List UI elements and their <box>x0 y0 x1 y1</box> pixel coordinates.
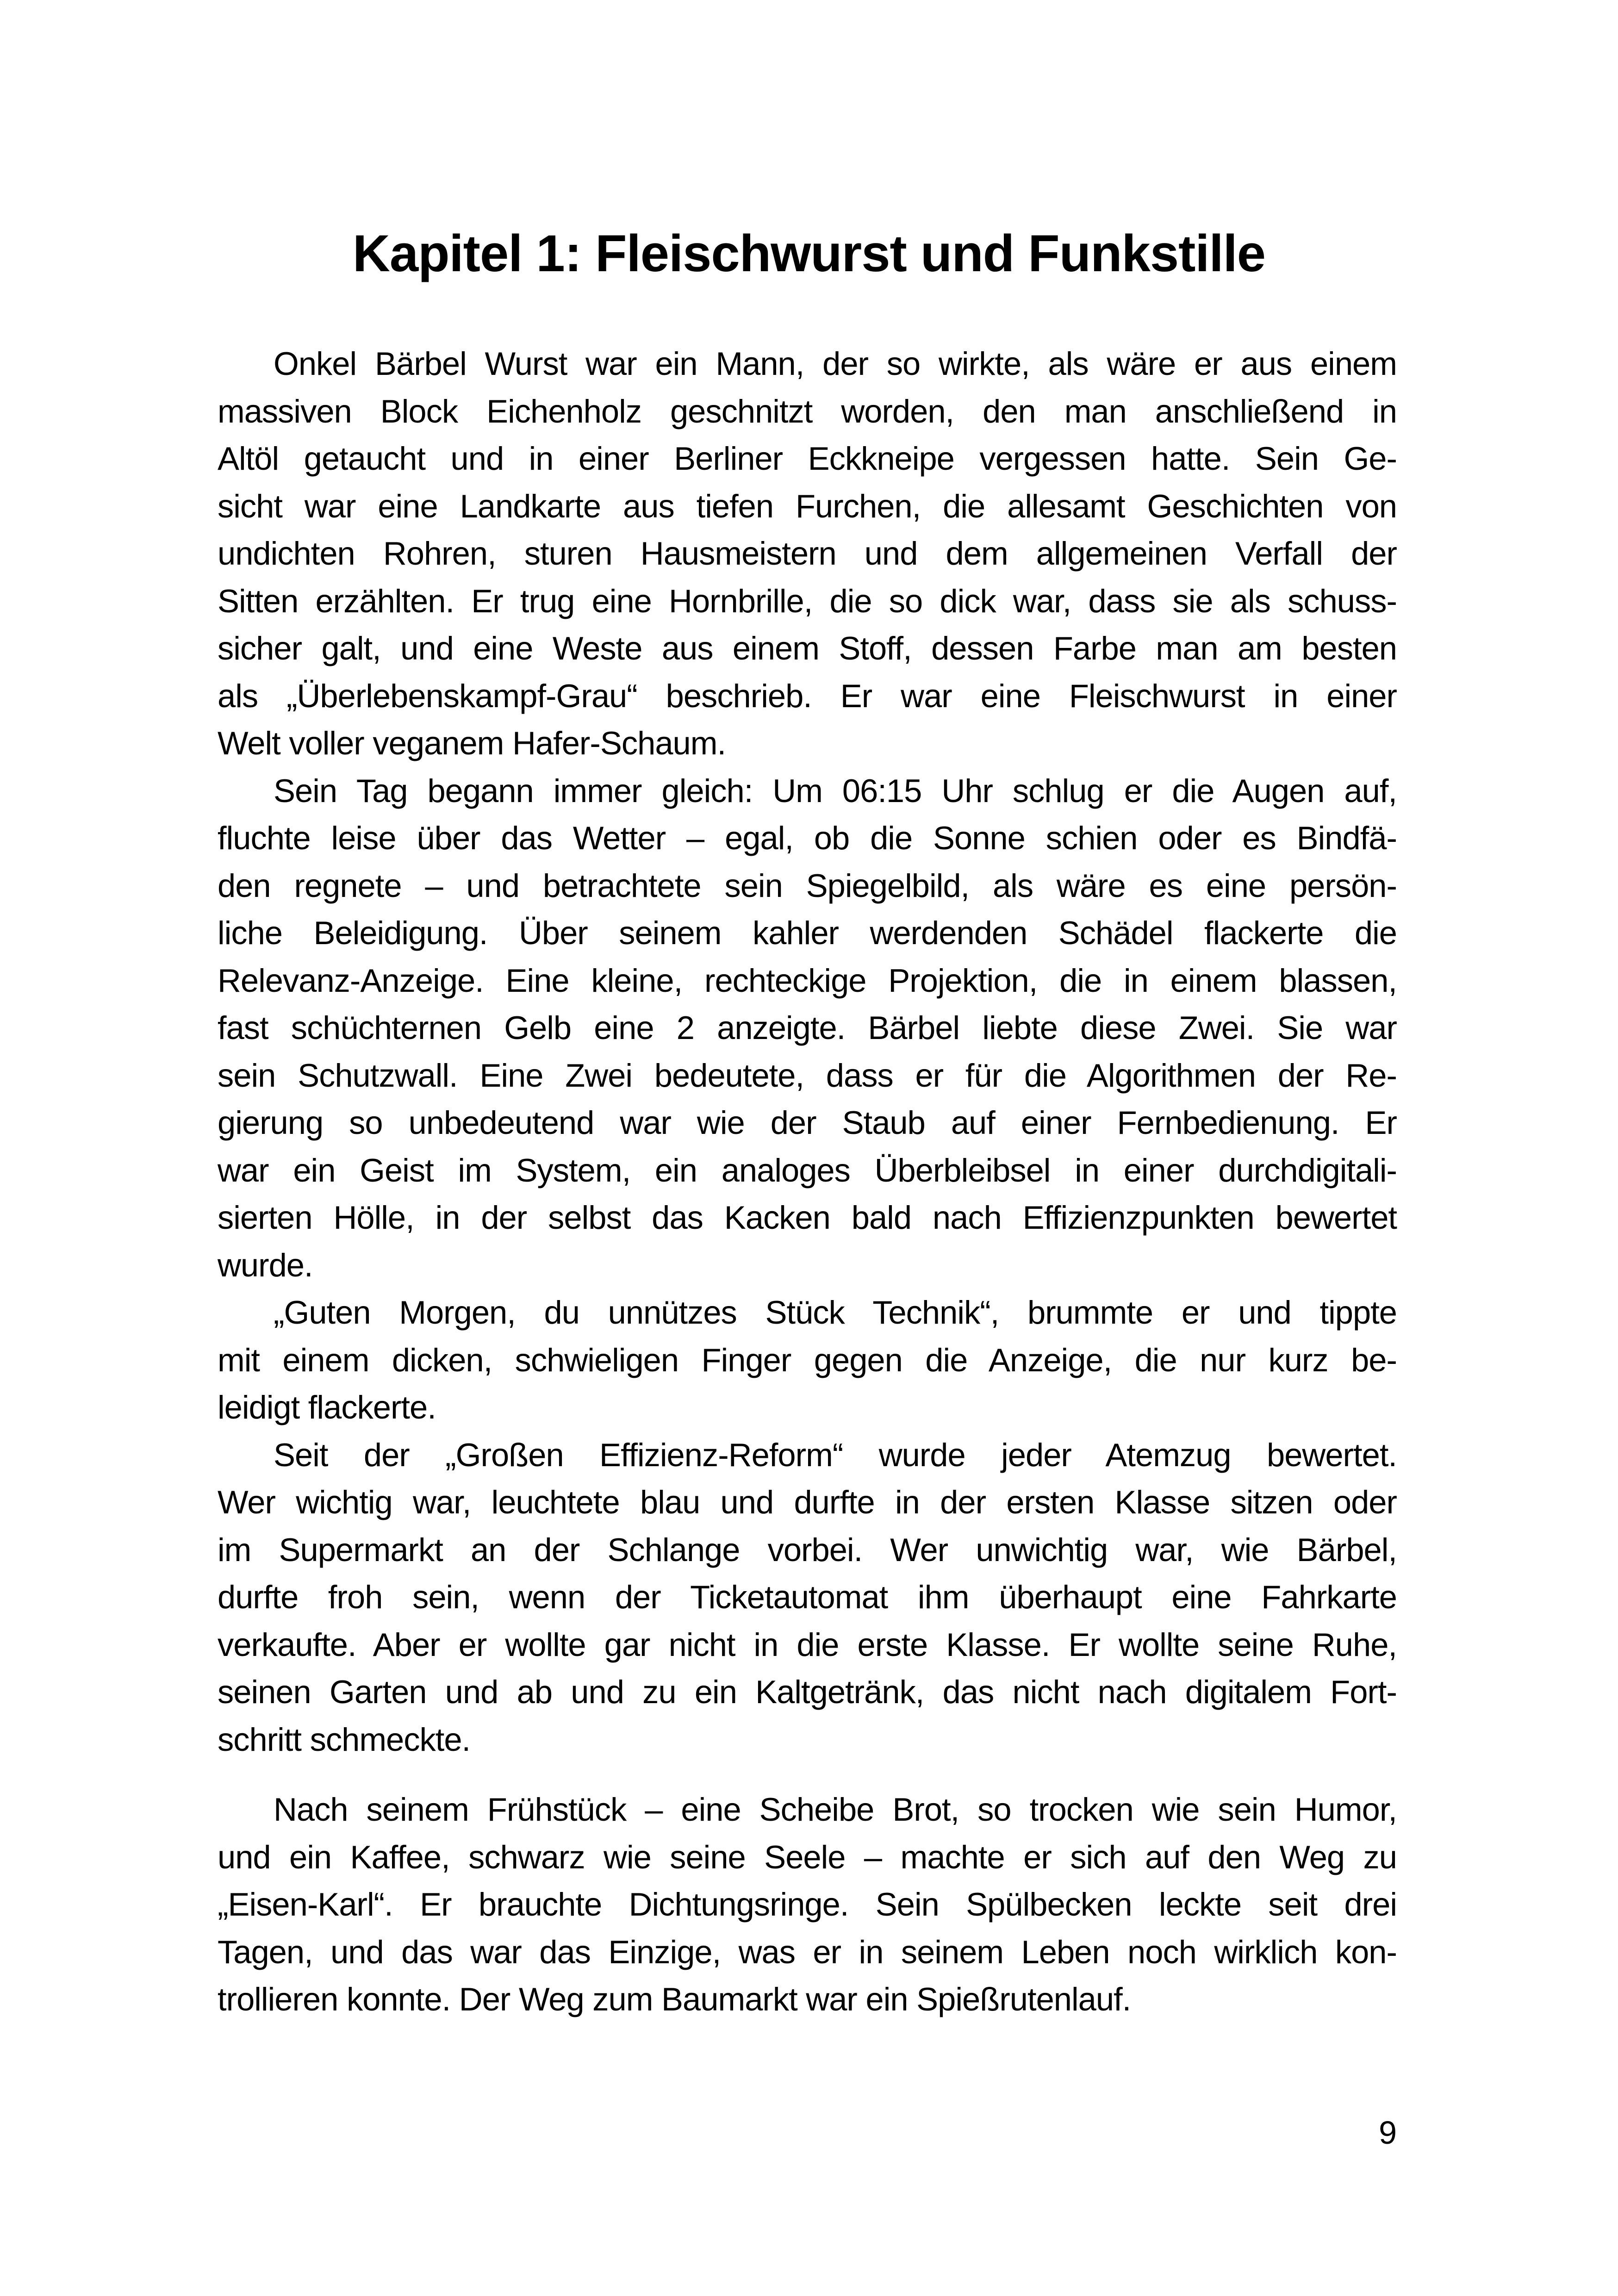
text-line: sicht war eine Landkarte aus tiefen Furchen, die allesamt Geschichten von <box>218 487 1397 524</box>
text-line: sicher galt, und eine Weste aus einem Stoff, dessen Farbe man am besten <box>218 630 1397 666</box>
text-line: gierung so unbedeutend war wie der Staub auf einer Fernbedienung. Er <box>218 1104 1397 1141</box>
text-line: sein Schutzwall. Eine Zwei bedeutete, dass er für die Algorithmen der Re- <box>218 1057 1397 1094</box>
body-text-section-2 <box>218 1786 1397 2023</box>
paragraph-last-line: schritt schmeckte. <box>218 1721 471 1758</box>
text-line: „Eisen-Karl“. Er brauchte Dichtungsringe. Sein Spülbecken leckte seit drei <box>218 1886 1397 1923</box>
text-line: im Supermarkt an der Schlange vorbei. Wer unwichtig war, wie Bärbel, <box>218 1531 1397 1568</box>
text-line: und ein Kaffee, schwarz wie seine Seele – machte er sich auf den Weg zu <box>218 1838 1397 1875</box>
text-line: Relevanz-Anzeige. Eine kleine, rechteckige Projektion, die in einem blassen, <box>218 962 1397 999</box>
text-line: den regnete – und betrachtete sein Spiegelbild, als wäre es eine persön- <box>218 867 1397 904</box>
text-line: mit einem dicken, schwieligen Finger gegen die Anzeige, die nur kurz be- <box>218 1341 1397 1378</box>
paragraph-first-line: „Guten Morgen, du unnützes Stück Technik“, brummte er und tippte <box>274 1294 1397 1331</box>
paragraph-last-line: trollieren konnte. Der Weg zum Baumarkt war ein Spießrutenlauf. <box>218 1981 1131 2017</box>
text-line: liche Beleidigung. Über seinem kahler werdenden Schädel flackerte die <box>218 915 1397 951</box>
text-line: fluchte leise über das Wetter – egal, ob die Sonne schien oder es Bindfä- <box>218 820 1397 856</box>
text-line: Wer wichtig war, leuchtete blau und durfte in der ersten Klasse sitzen oder <box>218 1484 1397 1520</box>
text-line: sierten Hölle, in der selbst das Kacken bald nach Effizienzpunkten bewertet <box>218 1199 1397 1236</box>
text-line: als „Überlebenskampf-Grau“ beschrieb. Er war eine Fleischwurst in einer <box>218 677 1397 714</box>
paragraph-first-line: Nach seinem Frühstück – eine Scheibe Brot, so trocken wie sein Humor, <box>274 1791 1397 1828</box>
text-line: seinen Garten und ab und zu ein Kaltgetränk, das nicht nach digitalem Fort- <box>218 1674 1397 1710</box>
paragraph-last-line: Welt voller veganem Hafer-Schaum. <box>218 725 726 761</box>
text-line: massiven Block Eichenholz geschnitzt worden, den man anschließend in <box>218 392 1397 429</box>
paragraph-last-line: wurde. <box>218 1246 313 1283</box>
text-line: fast schüchternen Gelb eine 2 anzeigte. Bärbel liebte diese Zwei. Sie war <box>218 1009 1397 1046</box>
chapter-title: Kapitel 1: Fleischwurst und Funkstille <box>352 224 1266 282</box>
page-number: 9 <box>1379 2115 1397 2151</box>
paragraph-first-line: Onkel Bärbel Wurst war ein Mann, der so wirkte, als wäre er aus einem <box>274 345 1397 382</box>
text-line: verkaufte. Aber er wollte gar nicht in die erste Klasse. Er wollte seine Ruhe, <box>218 1626 1397 1663</box>
paragraph-last-line: leidigt flackerte. <box>218 1389 436 1425</box>
text-line: Altöl getaucht und in einer Berliner Eckkneipe vergessen hatte. Sein Ge- <box>218 440 1397 477</box>
paragraph-first-line: Seit der „Großen Effizienz-Reform“ wurde jeder Atemzug bewertet. <box>274 1436 1397 1473</box>
text-line: undichten Rohren, sturen Hausmeistern und dem allgemeinen Verfall der <box>218 535 1397 572</box>
text-line: Tagen, und das war das Einzige, was er in seinem Leben noch wirklich kon- <box>218 1933 1397 1970</box>
text-line: Sitten erzählten. Er trug eine Hornbrille, die so dick war, dass sie als schuss- <box>218 582 1397 619</box>
body-text-section-1 <box>218 340 1397 1763</box>
text-line: durfte froh sein, wenn der Ticketautomat ihm überhaupt eine Fahrkarte <box>218 1579 1397 1615</box>
text-line: war ein Geist im System, ein analoges Überbleibsel in einer durchdigitali- <box>218 1151 1397 1188</box>
paragraph-first-line: Sein Tag begann immer gleich: Um 06:15 Uhr schlug er die Augen auf, <box>274 772 1397 809</box>
